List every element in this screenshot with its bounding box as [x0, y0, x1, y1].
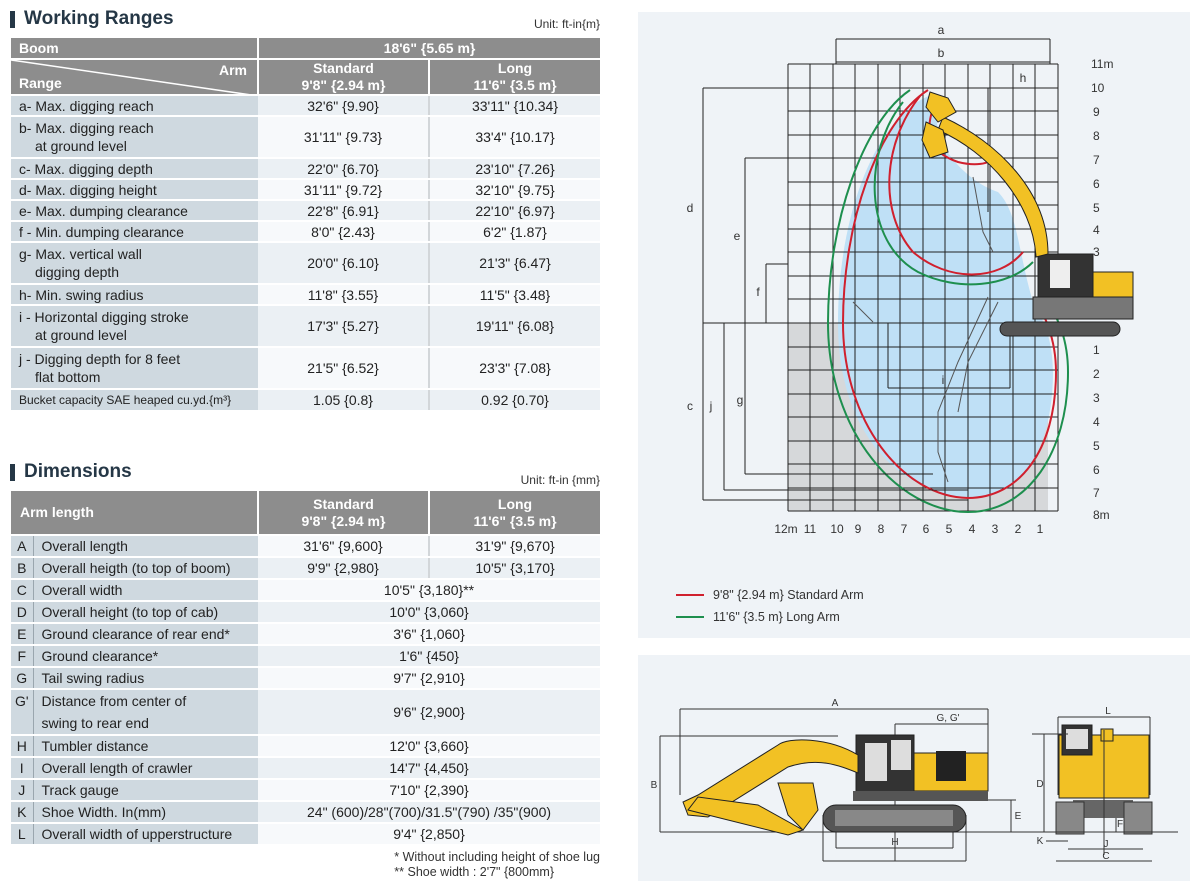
row-label: a- Max. digging reach: [11, 95, 258, 116]
dim-C: C: [1102, 851, 1110, 862]
svg-text:5: 5: [1093, 201, 1100, 215]
svg-text:7: 7: [900, 522, 908, 536]
row-label-line1: Distance from center of: [41, 693, 187, 709]
dim-I: I: [893, 850, 897, 861]
row-label: [33, 689, 258, 735]
value-long: 33'11" {10.34}: [429, 95, 600, 116]
svg-text:2: 2: [1014, 522, 1022, 536]
table-row: [11, 667, 600, 689]
dim-H: H: [891, 837, 899, 848]
row-label: Overall length: [33, 535, 258, 557]
range-label: Range: [19, 75, 62, 91]
col-long-length: 11'6" {3.5 m}: [473, 77, 557, 93]
dim-a: a: [937, 23, 945, 37]
dim-e: e: [733, 229, 741, 243]
value-shared: 14'7" {4,450}: [258, 757, 600, 779]
value-long: 19'11" {6.08}: [429, 305, 600, 347]
col-long-name: Long: [497, 60, 533, 76]
value-long: 32'10" {9.75}: [429, 179, 600, 200]
value-long: 23'3" {7.08}: [429, 347, 600, 389]
dim-b: b: [937, 46, 945, 60]
table-row: [11, 557, 600, 579]
dimension-diagram: [638, 655, 1190, 881]
svg-text:1: 1: [1093, 343, 1100, 357]
value-standard: 31'11" {9.73}: [258, 116, 429, 158]
dim-E: E: [1014, 811, 1022, 822]
table-row: [11, 389, 600, 411]
row-label: Ground clearance*: [33, 645, 258, 667]
arm-length-label: Arm length: [11, 491, 258, 535]
col-standard-name: Standard: [313, 60, 374, 76]
value-long: 10'5" {3,170}: [429, 557, 600, 579]
row-key: F: [11, 645, 33, 667]
row-key: D: [11, 601, 33, 623]
svg-text:1: 1: [1036, 522, 1044, 536]
dim-B: B: [650, 780, 658, 791]
boom-label: Boom: [11, 38, 258, 59]
svg-text:4: 4: [1093, 223, 1100, 237]
legend-label: 11'6" {3.5 m} Long Arm: [713, 610, 840, 624]
footnote-1: * Without including height of shoe lug: [394, 850, 600, 864]
table-row: [11, 735, 600, 757]
dim-f: f: [756, 285, 760, 299]
row-label: [11, 116, 258, 158]
row-key: L: [11, 823, 33, 845]
svg-text:11m: 11m: [1091, 57, 1114, 71]
table-row: [11, 823, 600, 845]
footnotes: [394, 850, 600, 880]
value-long: 21'3" {6.47}: [429, 242, 600, 284]
dim-D: D: [1036, 779, 1044, 790]
value-standard: 11'8" {3.55}: [258, 284, 429, 305]
svg-text:8: 8: [877, 522, 885, 536]
row-key: B: [11, 557, 33, 579]
col-standard-length: 9'8" {2.94 m}: [301, 512, 386, 529]
svg-text:8: 8: [1093, 129, 1100, 143]
table-row: [11, 284, 600, 305]
row-label: [11, 242, 258, 284]
row-key: C: [11, 579, 33, 601]
dim-A: A: [831, 698, 839, 709]
value-long: 31'9" {9,670}: [429, 535, 600, 557]
value-standard: 1.05 {0.8}: [258, 389, 429, 411]
row-label: e- Max. dumping clearance: [11, 200, 258, 221]
svg-text:6: 6: [1093, 463, 1100, 477]
table-row: [11, 757, 600, 779]
svg-text:2: 2: [1093, 367, 1100, 381]
value-shared: 10'5" {3,180}**: [258, 579, 600, 601]
working-ranges-title-text: Working Ranges: [24, 8, 174, 29]
value-shared: 7'10" {2,390}: [258, 779, 600, 801]
svg-text:3: 3: [1093, 391, 1100, 405]
value-standard: 17'3" {5.27}: [258, 305, 429, 347]
dimensions-table: [11, 491, 600, 846]
row-key: K: [11, 801, 33, 823]
value-shared: 9'7" {2,910}: [258, 667, 600, 689]
svg-text:5: 5: [1093, 439, 1100, 453]
dimensions-title: [10, 461, 132, 483]
col-long-length: 11'6" {3.5 m}: [473, 512, 557, 529]
value-shared: 9'4" {2,850}: [258, 823, 600, 845]
table-row: [11, 623, 600, 645]
dim-h: h: [1019, 71, 1027, 85]
row-label: f - Min. dumping clearance: [11, 221, 258, 242]
working-ranges-title: [10, 8, 174, 30]
arm-range-header: [11, 59, 258, 95]
svg-text:10: 10: [830, 522, 844, 536]
value-standard: 8'0" {2.43}: [258, 221, 429, 242]
row-key: I: [11, 757, 33, 779]
dim-F: F: [1116, 819, 1124, 830]
row-label-line2: swing to rear end: [41, 715, 149, 731]
dim-J: J: [1103, 839, 1109, 850]
value-long: 22'10" {6.97}: [429, 200, 600, 221]
legend-swatch-green: [676, 616, 704, 618]
row-label-line2: flat bottom: [35, 369, 101, 385]
working-range-diagram: [638, 12, 1190, 638]
legend-swatch-red: [676, 594, 704, 596]
row-label: c- Max. digging depth: [11, 158, 258, 179]
table-row: [11, 535, 600, 557]
row-label: [11, 305, 258, 347]
row-label-line1: i - Horizontal digging stroke: [19, 309, 189, 325]
value-standard: 9'9" {2,980}: [258, 557, 429, 579]
table-row: [11, 221, 600, 242]
table-row: [11, 801, 600, 823]
dim-j: j: [709, 399, 713, 413]
dim-L: L: [1105, 706, 1111, 717]
table-row: [11, 645, 600, 667]
table-row: [11, 179, 600, 200]
row-label: Overall heigth (to top of boom): [33, 557, 258, 579]
col-long-header: [429, 491, 600, 535]
row-label-line2: at ground level: [35, 138, 127, 154]
footnote-2: ** Shoe width : 2'7" {800mm}: [394, 865, 554, 879]
value-long: 11'5" {3.48}: [429, 284, 600, 305]
table-row: [11, 579, 600, 601]
table-row: [11, 158, 600, 179]
title-bar-marker: [10, 11, 15, 28]
svg-text:8m: 8m: [1093, 508, 1110, 522]
working-range-chart: [638, 12, 1190, 638]
row-key: H: [11, 735, 33, 757]
table-row: [11, 95, 600, 116]
y-axis-labels-above: [1091, 57, 1113, 259]
row-label: Bucket capacity SAE heaped cu.yd.{m³}: [11, 389, 258, 411]
col-standard-header: [258, 59, 429, 95]
legend-standard-arm: [676, 588, 864, 602]
dim-K: K: [1036, 836, 1044, 847]
row-label: Ground clearance of rear end*: [33, 623, 258, 645]
value-long: 0.92 {0.70}: [429, 389, 600, 411]
row-label: Track gauge: [33, 779, 258, 801]
value-shared: 24" (600)/28"(700)/31.5"(790) /35"(900): [258, 801, 600, 823]
table-row: [11, 689, 600, 735]
dim-c: c: [687, 399, 693, 413]
row-key: G: [11, 667, 33, 689]
svg-text:9: 9: [854, 522, 862, 536]
row-label: Shoe Width. In(mm): [33, 801, 258, 823]
table-row: [11, 779, 600, 801]
value-standard: 22'8" {6.91}: [258, 200, 429, 221]
row-label: Overall length of crawler: [33, 757, 258, 779]
dim-g: g: [736, 393, 744, 407]
title-bar-marker: [10, 464, 15, 481]
working-ranges-unit: Unit: ft-in{m}: [533, 17, 600, 31]
row-label: Tail swing radius: [33, 667, 258, 689]
row-key: G': [11, 689, 33, 735]
boom-value: 18'6" {5.65 m}: [258, 38, 600, 59]
legend-long-arm: [676, 610, 840, 624]
dim-GG: G, G': [936, 713, 960, 724]
value-standard: 31'11" {9.72}: [258, 179, 429, 200]
row-label: Overall width: [33, 579, 258, 601]
value-long: 6'2" {1.87}: [429, 221, 600, 242]
svg-text:6: 6: [922, 522, 930, 536]
value-long: 23'10" {7.26}: [429, 158, 600, 179]
row-label: [11, 347, 258, 389]
value-shared: 3'6" {1,060}: [258, 623, 600, 645]
row-label: Tumbler distance: [33, 735, 258, 757]
side-view-excavator: [683, 735, 988, 835]
svg-text:3: 3: [1093, 245, 1100, 259]
col-standard-length: 9'8" {2.94 m}: [301, 77, 386, 93]
x-axis-labels: [774, 522, 1043, 536]
value-shared: 10'0" {3,060}: [258, 601, 600, 623]
table-row: [11, 347, 600, 389]
col-standard-header: [258, 491, 429, 535]
table-row: [11, 305, 600, 347]
value-standard: 21'5" {6.52}: [258, 347, 429, 389]
svg-text:6: 6: [1093, 177, 1100, 191]
svg-text:9: 9: [1093, 105, 1100, 119]
row-label-line2: digging depth: [35, 264, 120, 280]
table-row: [11, 242, 600, 284]
row-label-line1: j - Digging depth for 8 feet: [19, 351, 181, 367]
working-ranges-table: [11, 38, 600, 412]
row-key: A: [11, 535, 33, 557]
value-standard: 31'6" {9,600}: [258, 535, 429, 557]
value-standard: 20'0" {6.10}: [258, 242, 429, 284]
dimensions-title-text: Dimensions: [24, 461, 132, 482]
row-label-line2: at ground level: [35, 327, 127, 343]
value-standard: 32'6" {9.90}: [258, 95, 429, 116]
value-shared: 12'0" {3,660}: [258, 735, 600, 757]
table-row: [11, 601, 600, 623]
row-label-line1: g- Max. vertical wall: [19, 246, 142, 262]
col-long-header: [429, 59, 600, 95]
y-axis-labels-below: [1093, 343, 1110, 522]
row-key: E: [11, 623, 33, 645]
svg-text:4: 4: [1093, 415, 1100, 429]
svg-text:10: 10: [1091, 81, 1105, 95]
col-long-name: Long: [497, 495, 533, 512]
svg-text:11: 11: [803, 522, 817, 536]
table-row: [11, 200, 600, 221]
svg-text:4: 4: [968, 522, 976, 536]
row-key: J: [11, 779, 33, 801]
row-label: h- Min. swing radius: [11, 284, 258, 305]
dim-i: i: [941, 373, 945, 387]
svg-text:5: 5: [945, 522, 953, 536]
table-row: [11, 116, 600, 158]
svg-text:12m: 12m: [774, 522, 798, 536]
arm-label: Arm: [218, 62, 247, 78]
row-label: d- Max. digging height: [11, 179, 258, 200]
dimensions-unit: Unit: ft-in {mm}: [520, 473, 600, 487]
svg-text:7: 7: [1093, 153, 1100, 167]
value-standard: 22'0" {6.70}: [258, 158, 429, 179]
dimension-drawing: [638, 655, 1190, 881]
row-label-line1: b- Max. digging reach: [19, 120, 154, 136]
value-shared: 9'6" {2,900}: [258, 689, 600, 735]
svg-text:7: 7: [1093, 486, 1100, 500]
value-long: 33'4" {10.17}: [429, 116, 600, 158]
svg-text:3: 3: [991, 522, 999, 536]
dim-d: d: [686, 201, 694, 215]
col-standard-name: Standard: [313, 495, 374, 512]
row-label: Overall height (to top of cab): [33, 601, 258, 623]
row-label: Overall width of upperstructure: [33, 823, 258, 845]
value-shared: 1'6" {450}: [258, 645, 600, 667]
legend-label: 9'8" {2.94 m} Standard Arm: [713, 588, 864, 602]
